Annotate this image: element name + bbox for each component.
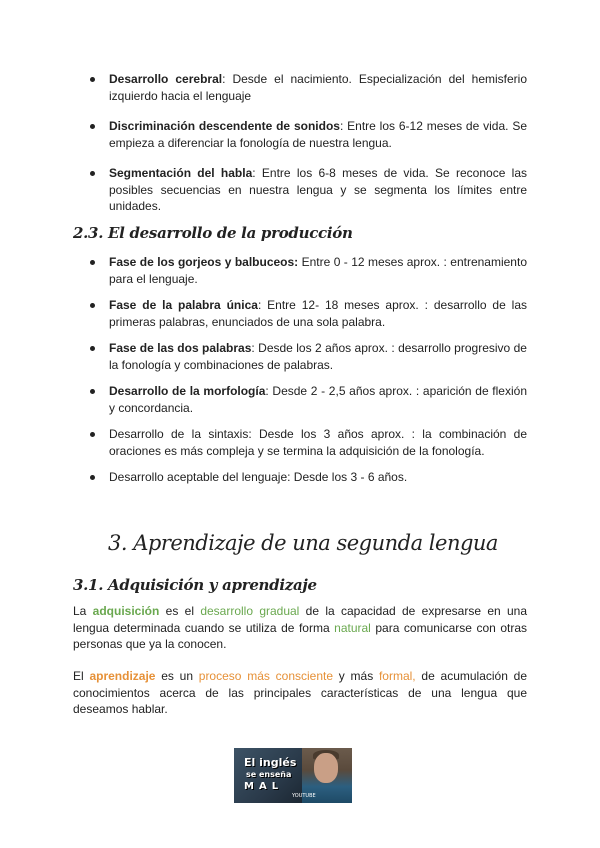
description: Desde el nacimiento. Especialización del hemisferio izquierdo hacia el lenguaje	[109, 72, 527, 103]
keyword-learning: aprendizaje	[89, 669, 156, 683]
promo-banner-image	[234, 748, 352, 803]
separator: :	[339, 119, 344, 133]
term: Fase de los gorjeos y balbuceos:	[109, 255, 299, 269]
description: : Desde 2 - 2,5 años aprox. : aparición de flexión y concordancia.	[109, 384, 527, 415]
list-item	[0, 340, 600, 373]
production-development-list	[0, 254, 600, 486]
term: Desarrollo de la morfología	[109, 384, 266, 398]
banner-text-line2: se enseña	[246, 770, 292, 779]
keyword-gradual-development: desarrollo gradual	[200, 604, 300, 618]
text: es el	[159, 604, 201, 618]
description: Entre los 6-8 meses de vida. Se reconoce las posibles secuencias en nuestra lengua y se segmenta los límites entre unidades.	[109, 166, 527, 213]
bullet-icon	[90, 389, 95, 394]
keyword-acquisition: adquisición	[92, 604, 160, 618]
bullet-icon	[90, 475, 95, 480]
bullet-icon	[90, 124, 95, 129]
bullet-icon	[90, 346, 95, 351]
term: Fase de las dos palabras	[109, 341, 252, 355]
description: Entre 0 - 12 meses aprox. : entrenamiento para el lenguaje.	[109, 255, 527, 286]
list-item	[0, 469, 600, 486]
keyword-formal: formal,	[378, 669, 416, 683]
list-item	[0, 118, 600, 151]
description: Entre los 6-12 meses de vida. Se empieza a diferenciar la fonología de nuestra lengua.	[109, 119, 527, 150]
text: es un	[155, 669, 199, 683]
description: : Entre 12- 18 meses aprox. : desarrollo de las primeras palabras, enunciados de una sola palabra.	[109, 298, 528, 329]
list-item	[0, 383, 600, 416]
banner-text-line4: YOUTUBE	[292, 793, 316, 799]
section-heading: 3.1. Adquisición y aprendizaje	[73, 576, 317, 594]
section-heading: 2.3. El desarrollo de la producción	[73, 224, 353, 242]
separator: :	[252, 166, 256, 180]
keyword-natural: natural	[334, 620, 371, 635]
list-item	[0, 426, 600, 459]
list-item	[0, 254, 600, 287]
bullet-icon	[90, 303, 95, 308]
text: y más	[333, 669, 379, 683]
bullet-icon	[90, 171, 95, 176]
acquisition-paragraph	[73, 603, 527, 653]
person-face	[314, 753, 338, 783]
description: Desarrollo de la sintaxis: Desde los 3 años aprox. : la combinación de oraciones es más compleja y se termina la adquisición de la fonología.	[109, 427, 527, 458]
term: Fase de la palabra única	[109, 298, 258, 312]
text: La	[73, 604, 93, 618]
text: de la capacidad de expresarse en una lengua determinada cuando se utiliza de forma	[73, 604, 528, 635]
term: Discriminación descendente de sonidos	[109, 119, 340, 133]
description: Desarrollo aceptable del lenguaje: Desde los 3 - 6 años.	[109, 470, 408, 484]
list-item	[0, 165, 600, 215]
term: Segmentación del habla	[109, 166, 253, 180]
text: de acumulación de conocimientos acerca de las principales características de una lengua que deseamos hablar.	[73, 669, 527, 716]
list-item	[0, 297, 600, 330]
chapter-heading: 3. Aprendizaje de una segunda lengua	[108, 531, 498, 555]
separator: :	[222, 72, 226, 86]
text: para comunicarse con otras personas que ya la conocen.	[73, 620, 527, 651]
term: Desarrollo cerebral	[109, 72, 223, 86]
bullet-icon	[90, 77, 95, 82]
learning-paragraph	[73, 668, 527, 718]
brain-development-list	[0, 71, 600, 215]
list-item	[0, 71, 600, 104]
bullet-icon	[90, 260, 95, 265]
bullet-icon	[90, 432, 95, 437]
text: El	[73, 669, 90, 683]
description: : Desde los 2 años aprox. : desarrollo progresivo de la fonología y combinaciones de palabras.	[109, 341, 527, 372]
banner-text-line3: MAL	[244, 781, 284, 792]
keyword-conscious-process: proceso más consciente	[198, 669, 334, 683]
banner-text-line1: El inglés	[244, 756, 297, 769]
